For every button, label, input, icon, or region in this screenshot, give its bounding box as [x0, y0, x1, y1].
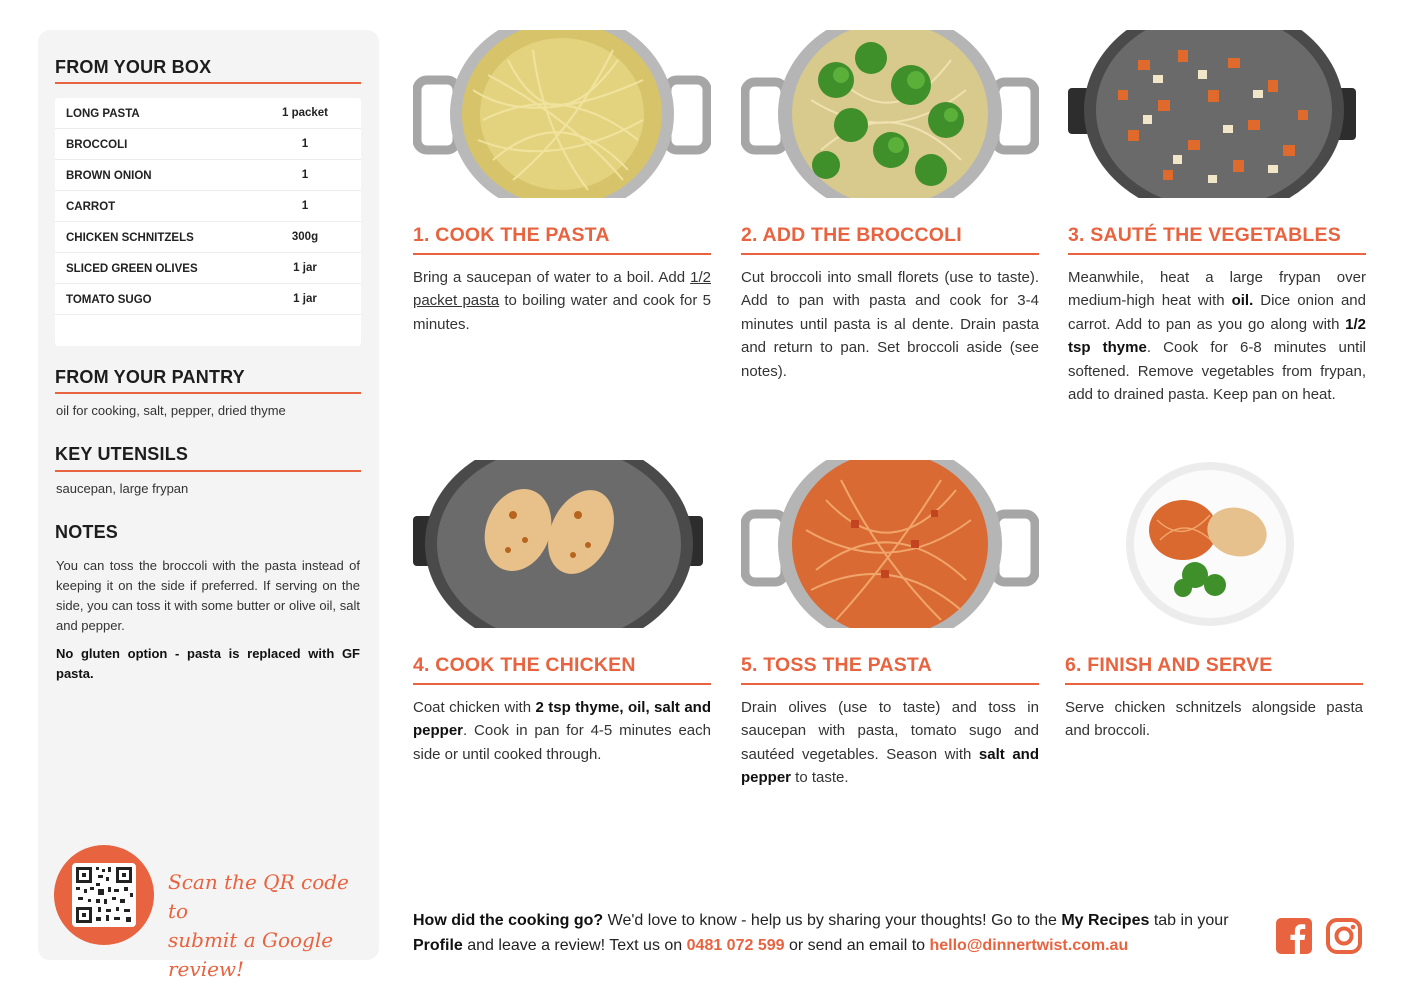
email-link[interactable]: hello@dinnertwist.com.au [929, 937, 1129, 954]
table-row [55, 191, 361, 222]
step-5-title: 5. TOSS THE PASTA [741, 654, 932, 676]
notes-gluten-option: No gluten option - pasta is replaced with GF pasta. [56, 646, 360, 681]
footer-text: or send an email to [784, 937, 930, 954]
step-1-pasta-amount: 1/2 packet pasta [413, 269, 711, 310]
step-1-photo [413, 30, 711, 198]
ingredient-qty: 1 [301, 138, 309, 150]
table-row [55, 284, 361, 315]
step-2-body: Cut broccoli into small florets (use to taste). Add to pan with pasta and cook for 3-4 minutes until pasta is al dente. Drain pasta and return to pan. Set broccoli aside (see notes). [741, 269, 1039, 380]
ingredient-qty: 1 [301, 169, 309, 181]
step-6-body: Serve chicken schnitzels alongside pasta and broccoli. [1065, 699, 1363, 740]
step-5-photo [741, 460, 1039, 628]
step-1-text: Bring a saucepan of water to a boil. Add [413, 269, 691, 286]
step-4-text: Coat chicken with [413, 699, 536, 716]
step-5-text: Drain olives (use to taste) and toss in saucepan with pasta, tomato sugo and sautéed vegetables. Season with [741, 699, 1039, 763]
step-4-photo [413, 460, 711, 628]
qr-code-icon[interactable] [72, 863, 136, 927]
step-5-text: to taste. [791, 769, 849, 787]
step-5-body [741, 696, 1039, 790]
table-row [55, 98, 361, 129]
ingredient-name: SLICED GREEN OLIVES [66, 263, 198, 275]
qr-callout-line1: Scan the QR code to [168, 870, 349, 923]
ingredient-qty: 1 packet [281, 107, 329, 119]
step-3-rule [1068, 253, 1366, 255]
table-row [55, 222, 361, 253]
utensils-title: KEY UTENSILS [55, 444, 189, 464]
facebook-icon[interactable] [1276, 918, 1312, 954]
ingredient-name: BROCCOLI [66, 139, 128, 151]
pantry-text: oil for cooking, salt, pepper, dried thyme [56, 403, 286, 418]
ingredient-qty: 1 jar [293, 262, 317, 274]
step-3-title: 3. SAUTÉ THE VEGETABLES [1068, 224, 1341, 246]
step-3-body [1068, 266, 1366, 406]
instagram-icon[interactable] [1326, 918, 1362, 954]
ingredient-qty: 300g [291, 231, 319, 243]
box-title-rule [55, 82, 361, 84]
ingredient-name: CARROT [66, 201, 116, 213]
step-3-photo [1068, 30, 1366, 198]
ingredient-qty: 1 jar [293, 293, 317, 305]
qr-callout-line2: submit a Google review! [168, 928, 334, 981]
ingredient-name: BROWN ONION [66, 170, 152, 182]
ingredient-name: TOMATO SUGO [66, 294, 152, 306]
footer-text: and leave a review! Text us on [462, 937, 687, 954]
step-1-rule [413, 253, 711, 255]
phone-link[interactable]: 0481 072 599 [686, 937, 785, 954]
footer-my-recipes: My Recipes [1061, 912, 1150, 929]
utensils-title-rule [55, 470, 361, 472]
notes-title: NOTES [55, 522, 119, 542]
utensils-text: saucepan, large frypan [56, 481, 189, 496]
step-5-rule [741, 683, 1039, 685]
step-3-bold: oil. [1231, 292, 1254, 310]
step-2-title: 2. ADD THE BROCCOLI [741, 224, 962, 246]
step-3-text: Meanwhile, heat a large frypan over medium-high heat with [1068, 269, 1366, 310]
step-3-text: . Cook for 6-8 minutes until softened. Remove vegetables from frypan, add to drained pasta. Keep pan on heat. [1068, 339, 1366, 404]
box-title: FROM YOUR BOX [55, 57, 212, 77]
step-4-title: 4. COOK THE CHICKEN [413, 654, 636, 676]
step-3-bold: 1/2 tsp thyme [1068, 315, 1366, 357]
step-1-title: 1. COOK THE PASTA [413, 224, 610, 246]
step-4-rule [413, 683, 711, 685]
ingredient-name: LONG PASTA [66, 108, 140, 120]
feedback-footer [413, 908, 1263, 958]
ingredients-sidebar [38, 30, 379, 981]
step-4-bold: 2 tsp thyme, oil, salt and pepper [413, 699, 711, 740]
pantry-title: FROM YOUR PANTRY [55, 367, 245, 387]
step-4-text: . Cook in pan for 4-5 minutes each side or until cooked through. [413, 722, 711, 763]
step-6-rule [1065, 683, 1363, 685]
step-2-rule [741, 253, 1039, 255]
ingredient-name: CHICKEN SCHNITZELS [66, 232, 194, 244]
ingredient-qty: 1 [301, 200, 309, 212]
step-6-photo [1065, 460, 1363, 628]
qr-code-badge[interactable] [54, 845, 154, 945]
notes-text: You can toss the broccoli with the pasta instead of keeping it on the side if preferred. If serving on the side, you can toss it with some butter or olive oil, salt and pepper. [56, 558, 360, 633]
step-2-photo [741, 30, 1039, 198]
pantry-title-rule [55, 392, 361, 394]
step-1-body [413, 266, 711, 336]
table-row [55, 160, 361, 191]
footer-text: tab in your [1149, 912, 1229, 929]
table-row [55, 253, 361, 284]
step-1-text: to boiling water and cook for 5 minutes. [413, 292, 711, 333]
qr-callout [168, 868, 368, 984]
footer-profile: Profile [413, 937, 463, 954]
step-4-body [413, 696, 711, 766]
footer-question: How did the cooking go? [413, 912, 604, 929]
step-6-title: 6. FINISH AND SERVE [1065, 654, 1273, 676]
box-ingredients-table [55, 98, 361, 346]
step-5-bold: salt and pepper [741, 745, 1040, 787]
step-3-text: Dice onion and carrot. Add to pan as you go along with [1068, 292, 1366, 333]
table-row [55, 129, 361, 160]
footer-text: We'd love to know - help us by sharing your thoughts! Go to the [603, 912, 1062, 929]
